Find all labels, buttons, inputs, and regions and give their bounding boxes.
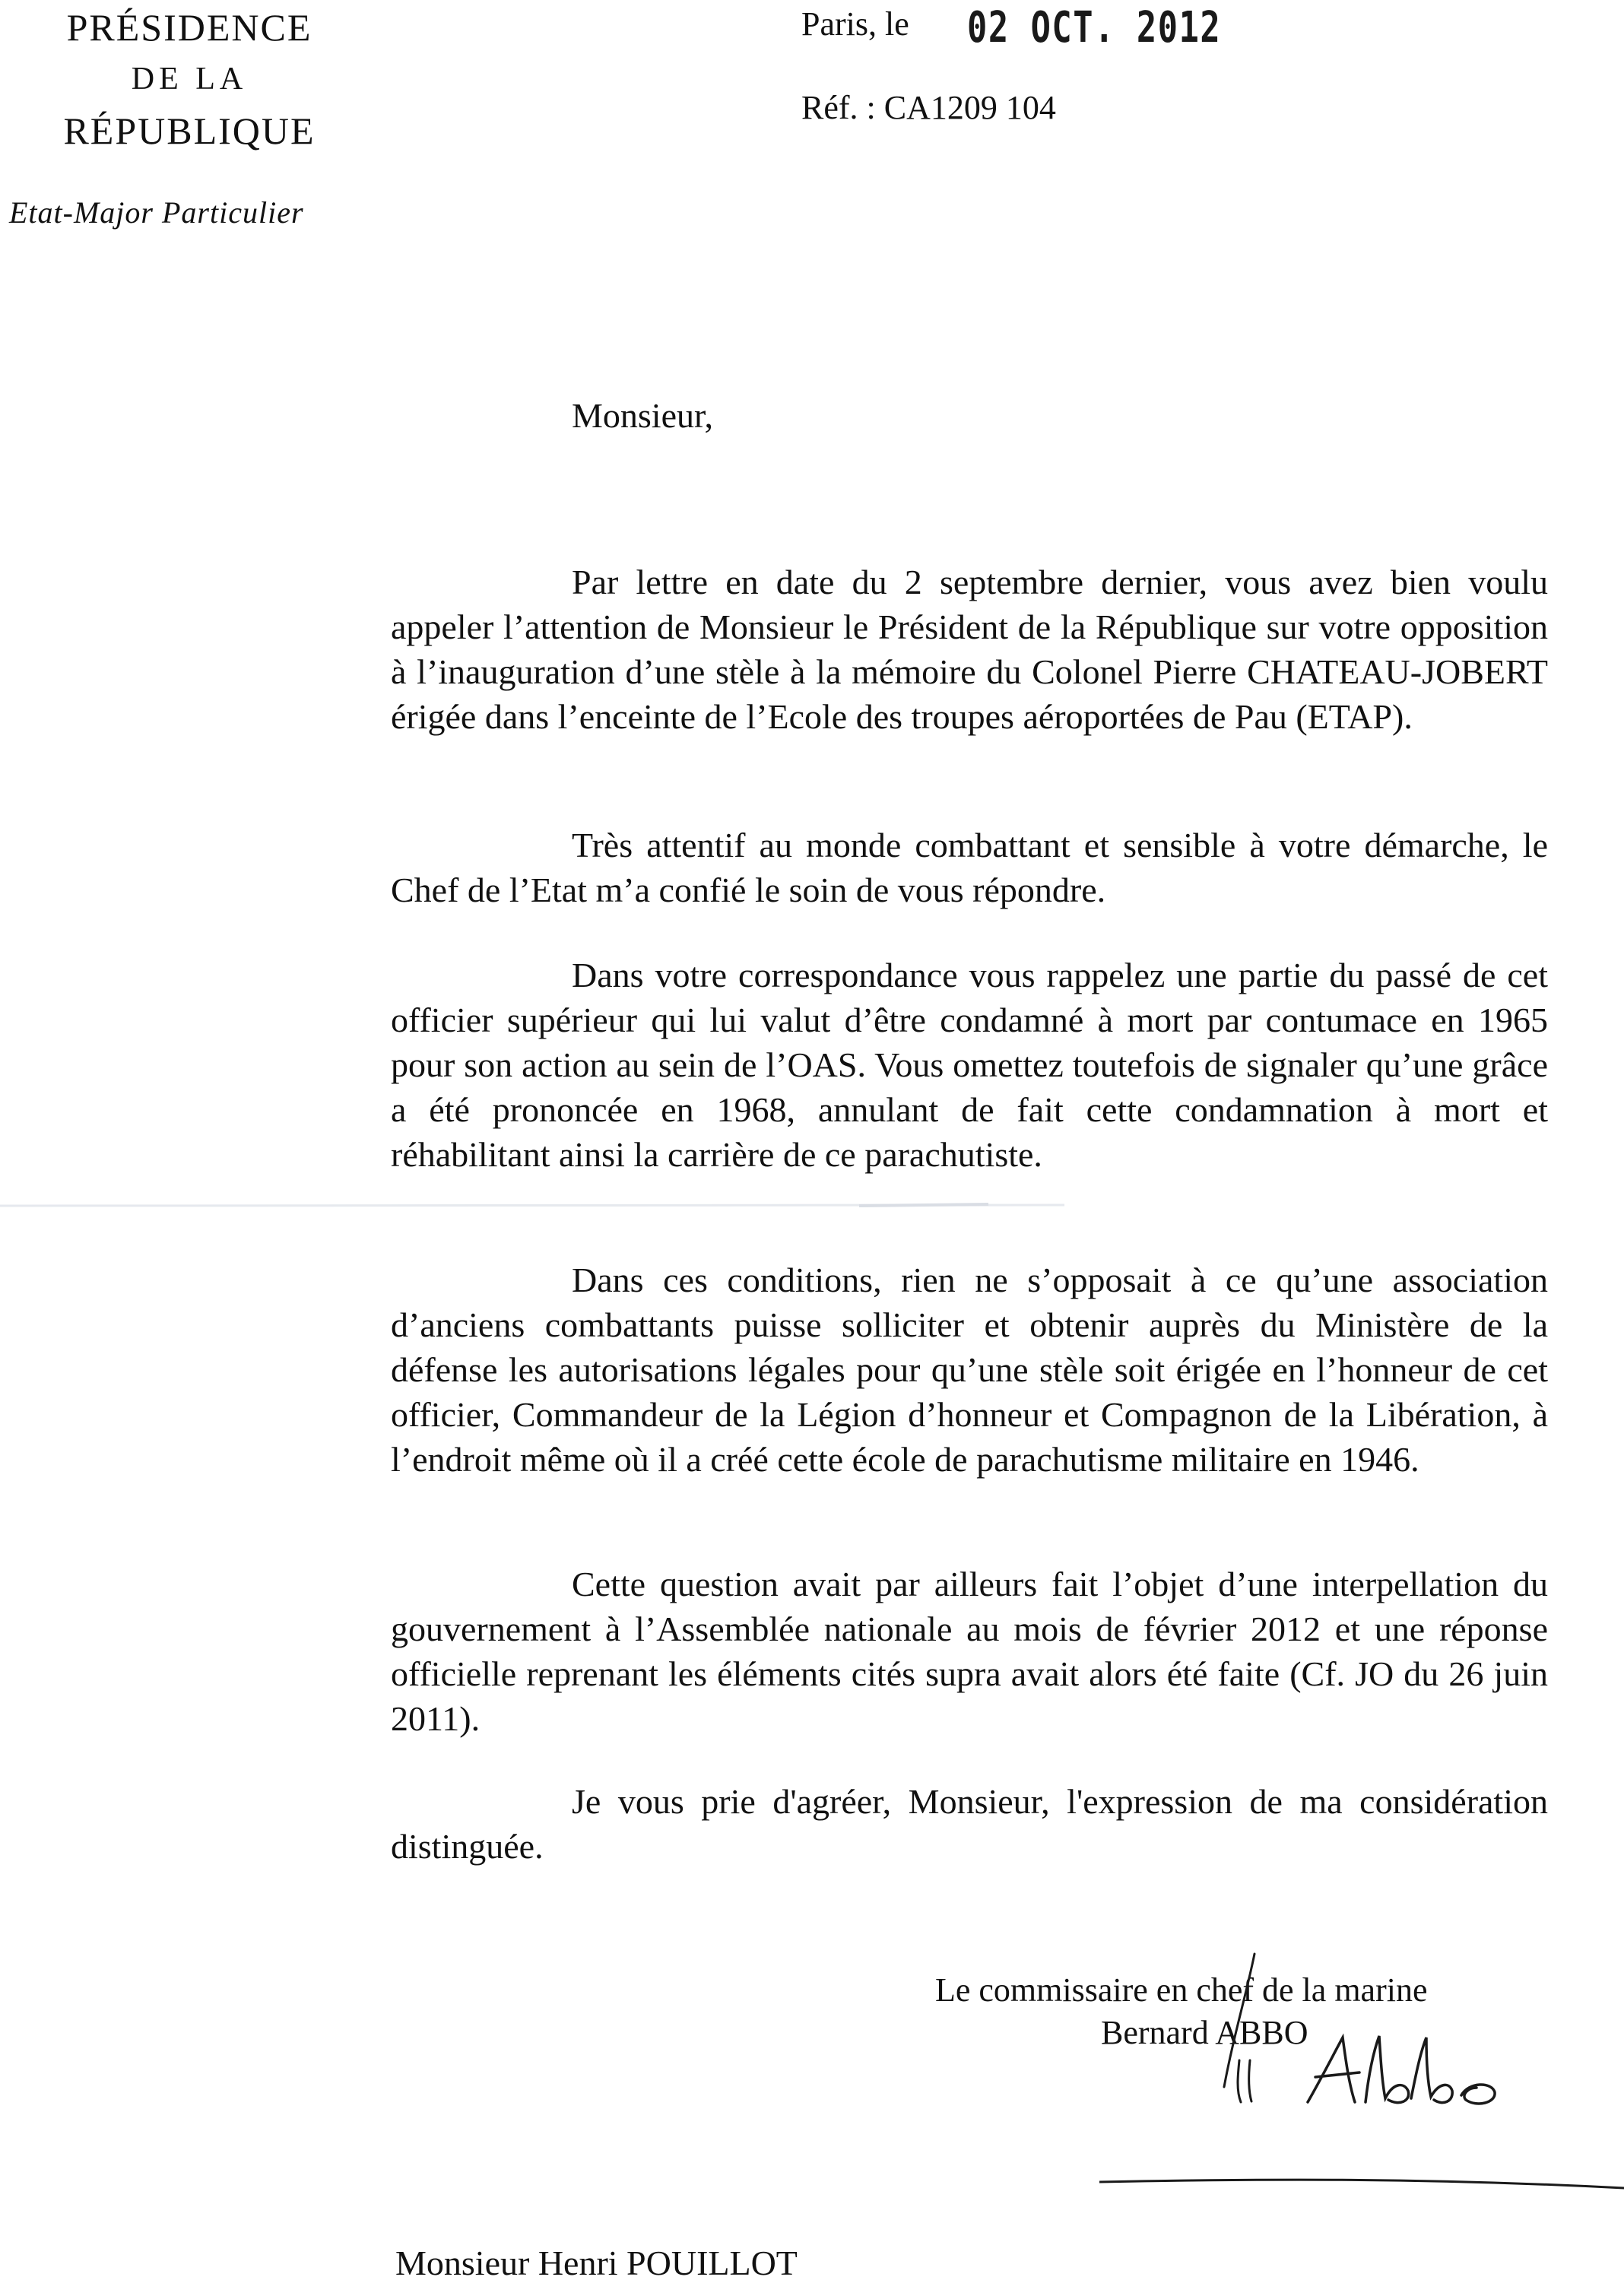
- closing-paragraph: [391, 1779, 1548, 1869]
- signatory-title: Le commissaire en chef de la marine: [935, 1971, 1428, 2009]
- signature-underline: [1099, 2168, 1624, 2199]
- letterhead: [11, 0, 368, 158]
- recipient-name: Monsieur Henri POUILLOT: [395, 2244, 798, 2282]
- paragraph-text: Par lettre en date du 2 septembre dernier, vous avez bien voulu appeler l’attention de Monsieur le Président de la République sur votre opposition à l’inauguration d’une stèle à la mémoire du Colonel Pierre CHATEAU-JOBERT érigée dans l’enceinte de l’Ecole des troupes aéroportées de Pau (ETAP).: [391, 563, 1548, 736]
- letterhead-line-presidence: PRÉSIDENCE: [66, 6, 312, 49]
- body-paragraph: [391, 1562, 1548, 1741]
- letterhead-line-republique: RÉPUBLIQUE: [63, 109, 316, 152]
- paragraph-text: Dans ces conditions, rien ne s’opposait à ce qu’une association d’anciens combattants puisse solliciter et obtenir auprès du Ministère de la défense les autorisations légales pour qu’une stèle soit érigée en l’honneur de cet officier, Commandeur de la Légion d’honneur et Compagnon de la Libération, à l’endroit même où il a créé cette école de parachutisme militaire en 1946.: [391, 1261, 1548, 1479]
- department-name: Etat-Major Particulier: [9, 195, 304, 230]
- signatory-name: Bernard ABBO: [1101, 2014, 1308, 2051]
- date-stamp: 02 OCT. 2012: [967, 3, 1222, 52]
- paragraph-text: Dans votre correspondance vous rappelez une partie du passé de cet officier supérieur qui lui valut d’être condamné à mort par contumace en 1965 pour son action au sein de l’OAS. Vous omettez toutefois de signaler qu’une grâce a été prononcée en 1968, annulant de fait cette condamnation à mort et réhabilitant ainsi la carrière de ce parachutiste.: [391, 956, 1548, 1174]
- salutation: Monsieur,: [572, 396, 713, 435]
- place-label: Paris, le: [801, 5, 909, 43]
- paragraph-text: Je vous prie d'agréer, Monsieur, l'expression de ma considération distinguée.: [391, 1782, 1548, 1866]
- body-paragraph: [391, 560, 1548, 739]
- paragraph-text: Très attentif au monde combattant et sensible à votre démarche, le Chef de l’Etat m’a confié le soin de vous répondre.: [391, 826, 1548, 909]
- letterhead-line-de-la: DE LA: [131, 62, 248, 97]
- body-paragraph: [391, 1257, 1548, 1482]
- paragraph-text: Cette question avait par ailleurs fait l’objet d’une interpellation du gouvernement à l’Assemblée nationale au mois de février 2012 et une réponse officielle reprenant les éléments cités supra avait alors été faite (Cf. JO du 26 juin 2011).: [391, 1565, 1548, 1738]
- body-paragraph: [391, 823, 1548, 912]
- handwritten-signature: [1194, 1946, 1513, 2159]
- body-paragraph: [391, 953, 1548, 1177]
- scan-fold-line: [0, 1203, 1064, 1209]
- reference-number: Réf. : CA1209 104: [801, 89, 1056, 126]
